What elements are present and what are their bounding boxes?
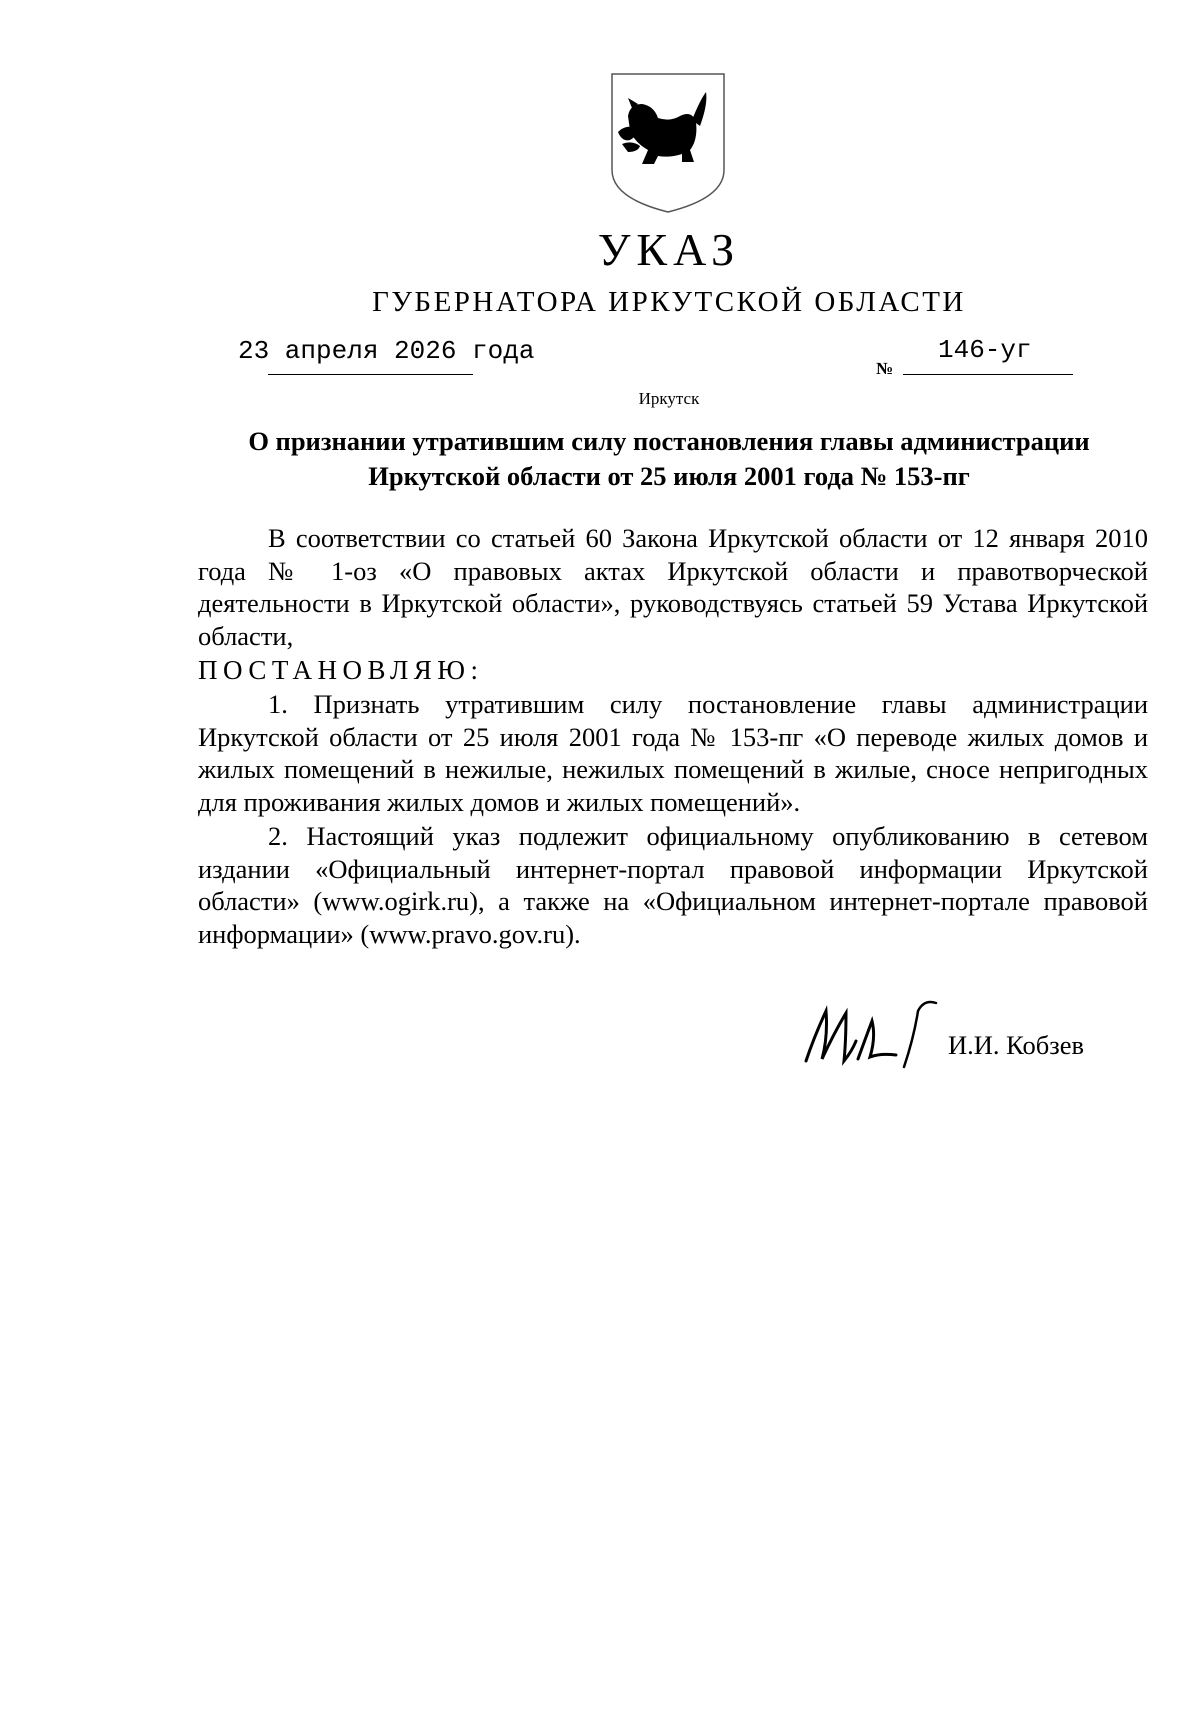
- decree-word: ПОСТАНОВЛЯЮ:: [198, 655, 484, 685]
- document-subtitle: ГУБЕРНАТОРА ИРКУТСКОЙ ОБЛАСТИ: [372, 286, 966, 318]
- number-underline: [903, 374, 1073, 375]
- decree-date: 23 апреля 2026 года: [238, 336, 535, 366]
- number-sign: №: [876, 359, 894, 378]
- intro-paragraph: В соответствии со статьей 60 Закона Иркутской области от 12 января 2010 года № 1-оз «О правовых актах Иркутской области и правотворческой деятельности в Иркутской области», руководствуясь статьей 59 Устава Иркутской области,: [198, 523, 1148, 651]
- city-label: Иркутск: [638, 389, 700, 408]
- decree-heading: О признании утратившим силу постановления главы администрации Иркутской области от 25 июля 2001 года № 153-пг: [248, 426, 1090, 491]
- signer-name: И.И. Кобзев: [948, 1030, 1084, 1060]
- decree-number: 146-уг: [938, 335, 1032, 365]
- signature-icon: [800, 997, 940, 1069]
- decree-item-2: 2. Настоящий указ подлежит официальному опубликованию в сетевом издании «Официальный интернет-портал правовой информации Иркутской области» (www.ogirk.ru), а также на «Официальном интернет-портале правовой информации» (www.pravo.gov.ru).: [198, 821, 1148, 949]
- date-underline: [268, 374, 473, 375]
- decree-item-1: 1. Признать утратившим силу постановление главы администрации Иркутской области от 25 июля 2001 года № 153-пг «О переводе жилых домов и жилых помещений в нежилые, нежилых помещений в жилые, сносе непригодных для проживания жилых домов и жилых помещений».: [198, 689, 1148, 817]
- coat-of-arms-icon: [608, 70, 728, 216]
- document-title: УКАЗ: [597, 224, 741, 275]
